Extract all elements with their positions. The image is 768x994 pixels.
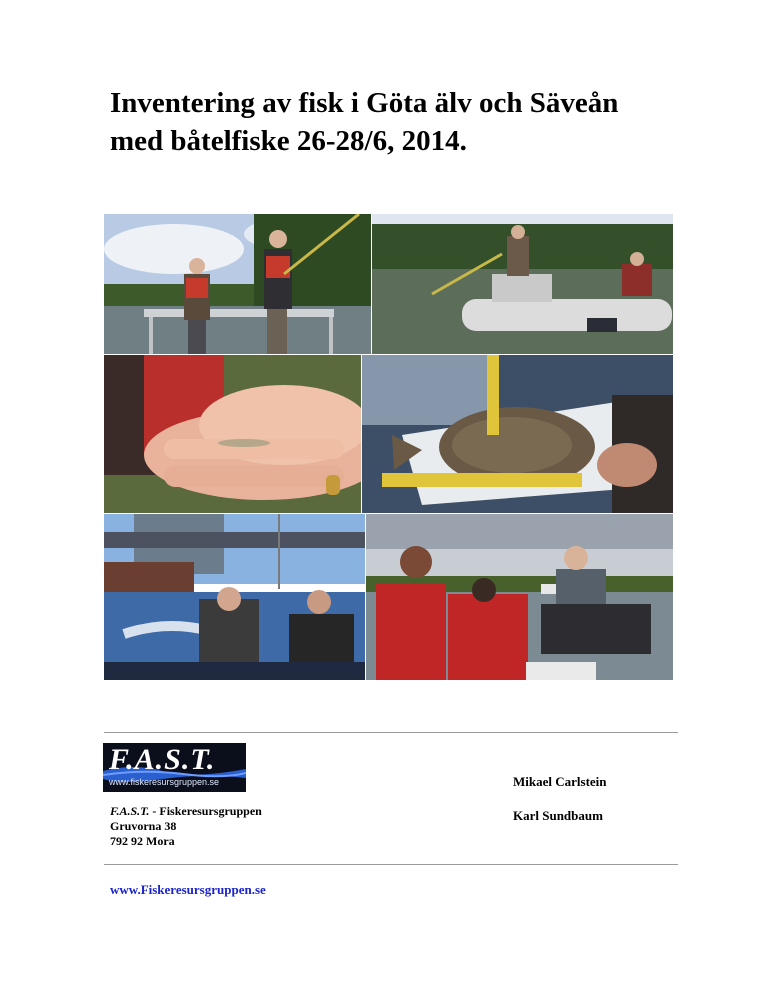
document-title: [110, 84, 710, 160]
photo-flatfish: [362, 355, 673, 513]
org-city: 792 92 Mora: [110, 834, 175, 848]
bottom-divider: [104, 864, 678, 865]
photo-collage: [104, 214, 673, 680]
website-link[interactable]: www.Fiskeresursgruppen.se: [110, 882, 266, 897]
photo-boat-fishing: [104, 214, 371, 354]
author-1: Mikael Carlstein: [513, 774, 607, 789]
organization-address: [110, 804, 262, 849]
author-2: Karl Sundbaum: [513, 808, 603, 823]
photo-bridge-boat: [104, 514, 365, 680]
org-abbr: F.A.S.T.: [110, 804, 150, 818]
logo-lettering: F.A.S.T.: [109, 743, 216, 776]
photo-inflatable-boat: [372, 214, 673, 354]
logo-url: www.fiskeresursgruppen.se: [109, 777, 220, 787]
title-line-1: Inventering av fisk i Göta älv och Säveån: [110, 87, 619, 119]
org-name-line: [110, 804, 262, 819]
photo-crew-data: [366, 514, 673, 680]
fast-logo: [103, 743, 246, 792]
photo-small-fish: [104, 355, 361, 513]
top-divider: [104, 732, 678, 733]
org-name: - Fiskeresursgruppen: [149, 804, 262, 818]
title-line-2: med båtelfiske 26-28/6, 2014.: [110, 125, 467, 157]
org-street: Gruvorna 38: [110, 819, 177, 833]
